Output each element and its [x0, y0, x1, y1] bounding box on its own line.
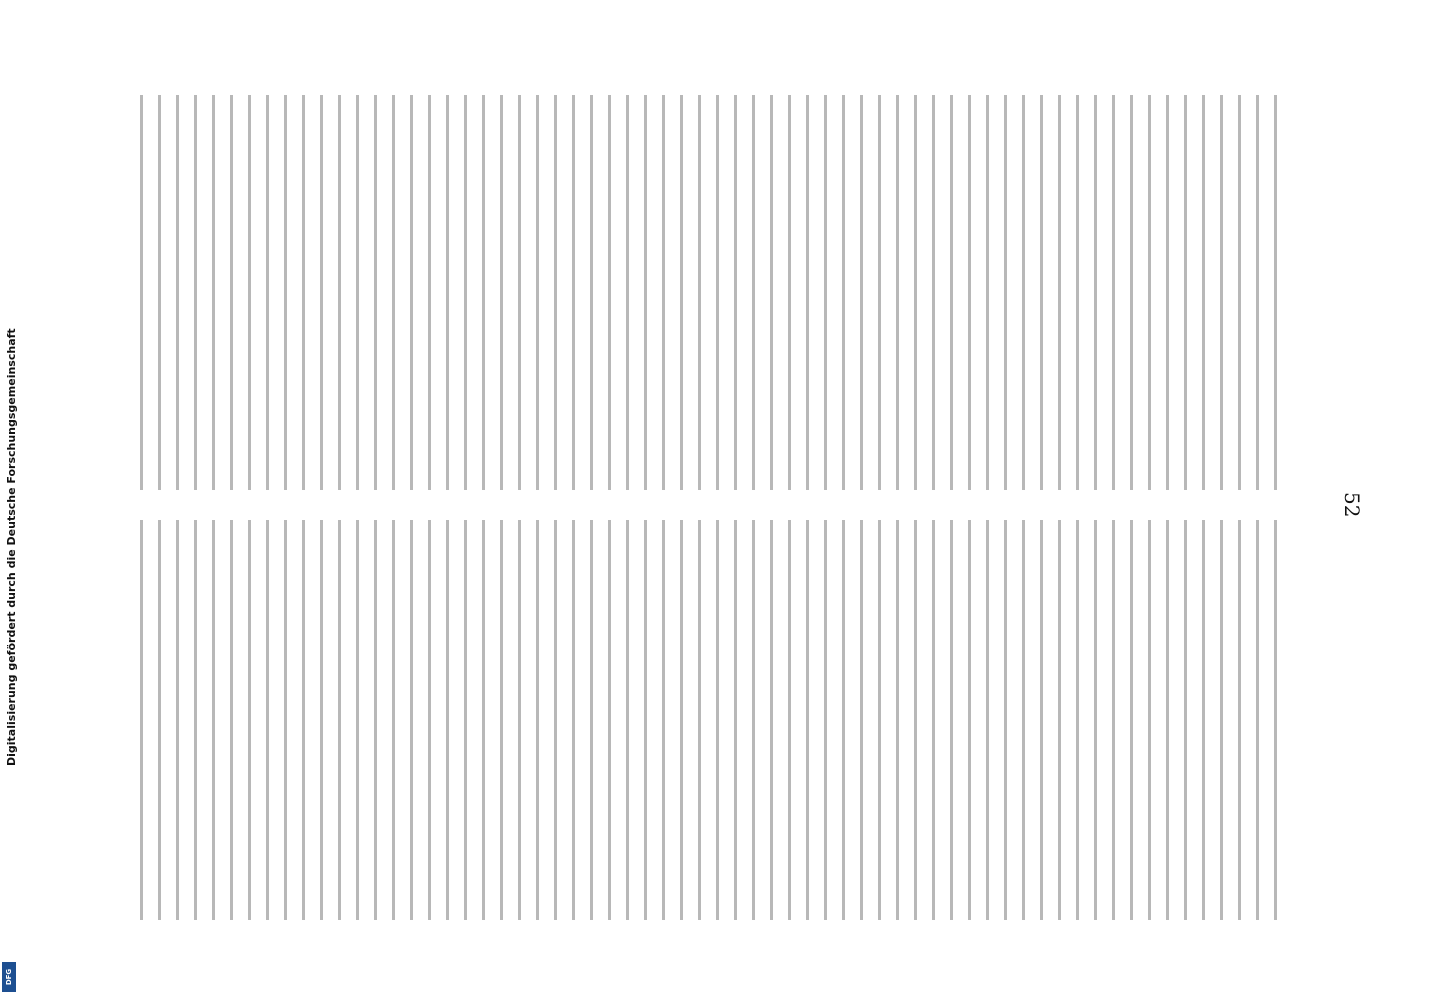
text-column-lower-left	[140, 95, 878, 490]
text-column-upper-right	[878, 520, 1288, 920]
column-gutter	[140, 502, 1288, 503]
text-column-lower-right	[878, 95, 1288, 490]
dfg-logo-label: DFG	[5, 968, 13, 986]
text-column-upper-left	[140, 520, 878, 920]
dfg-logo-icon	[2, 962, 16, 992]
digitization-credit: Digitalisierung gefördert durch die Deutsche Forschungsgemeinschaft	[5, 328, 18, 766]
page-number: 52	[1340, 492, 1364, 518]
